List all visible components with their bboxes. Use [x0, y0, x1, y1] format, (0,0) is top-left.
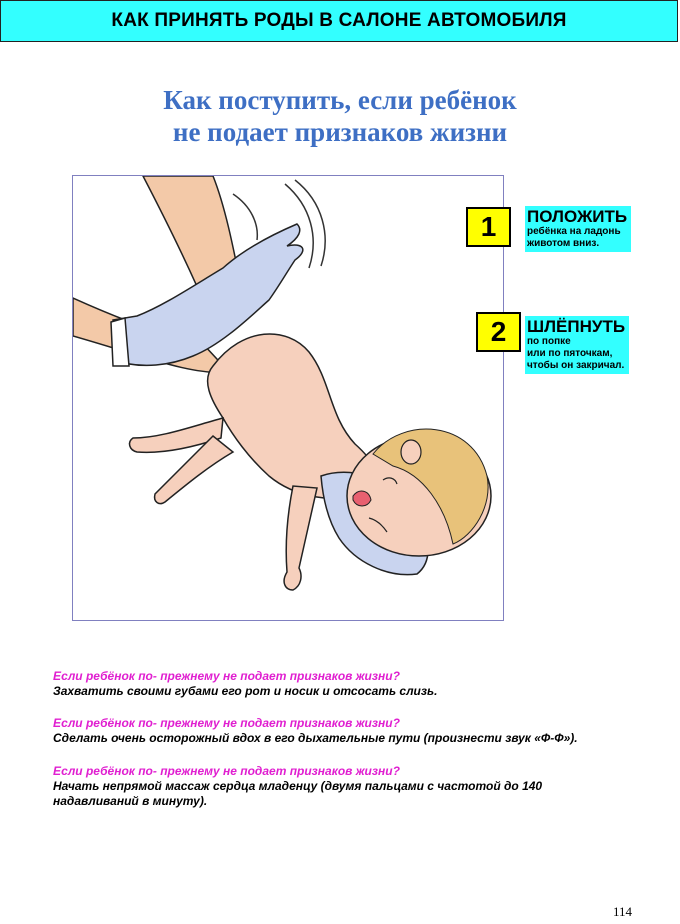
step-2-title: ШЛЁПНУТЬ: [527, 317, 626, 336]
step-2-line-2: или по пяточкам,: [527, 348, 613, 359]
baby-ear: [401, 440, 421, 464]
instruction-1-question: Если ребёнок по- прежнему не подает признаков жизни?: [53, 669, 400, 683]
header-bar: [0, 0, 678, 42]
baby-arm: [284, 486, 317, 590]
glove-cuff: [111, 318, 129, 366]
subtitle-line-2: не подает признаков жизни: [172, 117, 508, 147]
page-number: 114: [612, 904, 632, 919]
step-2-line-1: по попке: [527, 336, 571, 347]
instruction-3: [53, 764, 653, 809]
baby-mouth: [353, 491, 371, 506]
step-1-line-2: животом вниз.: [527, 238, 600, 249]
instruction-2-answer: Сделать очень осторожный вдох в его дыхательные пути (произнести звук «Ф-Ф»).: [53, 731, 578, 745]
subtitle-line-1: Как поступить, если ребёнок: [163, 85, 517, 115]
instruction-2: [53, 716, 653, 746]
instruction-2-question: Если ребёнок по- прежнему не подает признаков жизни?: [53, 716, 400, 730]
step-1-title: ПОЛОЖИТЬ: [527, 207, 628, 226]
step-1-number: 1: [466, 207, 511, 247]
step-2-line-3: чтобы он закричал.: [527, 360, 625, 371]
step-2-number: 2: [476, 312, 521, 352]
instruction-1-answer: Захватить своими губами его рот и носик и отсосать слизь.: [53, 684, 438, 698]
instruction-1: [53, 669, 653, 699]
step-1-line-1: ребёнка на ладонь: [527, 226, 621, 237]
baby-slap-illustration: [73, 176, 503, 620]
instruction-3-answer-line-1: Начать непрямой массаж сердца младенцу (двумя пальцами с частотой до 140: [53, 779, 543, 793]
instruction-3-question: Если ребёнок по- прежнему не подает признаков жизни?: [53, 764, 400, 778]
step-1-text: [525, 206, 631, 252]
step-2-text: [525, 316, 629, 374]
illustration-frame: [72, 175, 504, 621]
header-title: КАК ПРИНЯТЬ РОДЫ В САЛОНЕ АВТОМОБИЛЯ: [111, 10, 567, 31]
instruction-3-answer-line-2: надавливаний в минуту).: [53, 794, 208, 808]
